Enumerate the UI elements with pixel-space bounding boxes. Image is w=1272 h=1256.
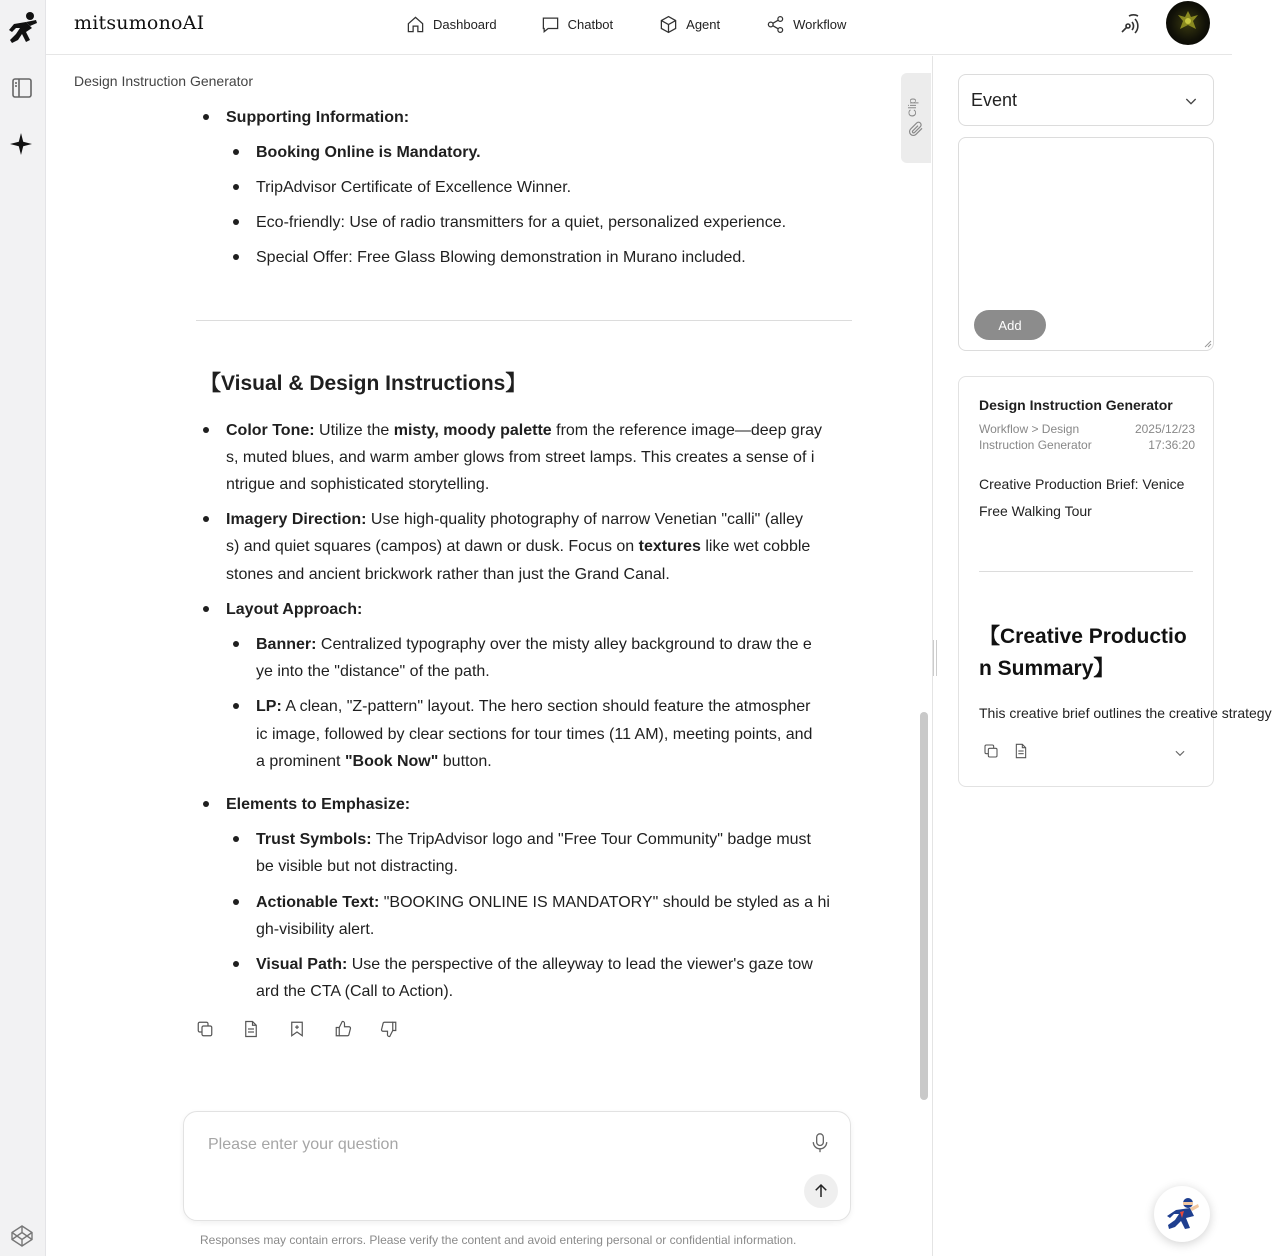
card-path: Workflow > Design Instruction Generator (979, 422, 1092, 452)
imagery-label: Imagery Direction: (226, 511, 367, 528)
bullet (233, 641, 239, 647)
color-tone-label: Color Tone: (226, 422, 315, 439)
list-item: Eco-friendly: Use of radio transmitters for a quiet, personalized experience. (256, 214, 787, 231)
text-span: button. (438, 753, 492, 770)
sparkle-icon[interactable] (9, 132, 33, 156)
broadcast-icon[interactable] (1118, 12, 1142, 36)
lp-line-2: ic image, followed by clear sections for tour times (11 AM), meeting points, and (256, 726, 813, 743)
chevron-down-icon (1183, 93, 1199, 109)
layout-heading-text: Layout Approach: (226, 601, 363, 618)
text-span: "BOOKING ONLINE IS MANDATORY" should be styled as a hi (379, 894, 830, 911)
bullet (233, 219, 239, 225)
actionable-label: Actionable Text: (256, 894, 380, 911)
thumbs-up-icon[interactable] (334, 1020, 352, 1038)
arrow-up-icon (812, 1182, 830, 1200)
text-span: A clean, "Z-pattern" layout. The hero section should feature the atmospher (281, 698, 811, 715)
actionable-line-1 (256, 889, 830, 916)
imagery-line-2 (226, 533, 810, 560)
cube-icon (659, 15, 678, 34)
text-span: s) and quiet squares (campos) at dawn or dusk. Focus on (226, 538, 639, 555)
text-bold: textures (638, 538, 701, 555)
thumbs-down-icon[interactable] (380, 1020, 398, 1038)
lp-line-1 (256, 693, 811, 720)
text-span: Use the perspective of the alleyway to lead the viewer's gaze tow (347, 956, 813, 973)
bookmark-add-icon[interactable] (288, 1020, 306, 1038)
card-divider (979, 571, 1193, 572)
nav-chatbot[interactable] (541, 13, 614, 35)
chat-icon (541, 15, 560, 34)
textarea-resize-icon[interactable] (1204, 340, 1212, 348)
runner-logo-icon[interactable] (6, 10, 40, 46)
text-bold: misty, moody palette (393, 422, 552, 439)
bullet (203, 114, 209, 120)
history-card[interactable] (958, 376, 1272, 787)
visual-path-label: Visual Path: (256, 956, 348, 973)
scrollbar[interactable] (920, 712, 928, 1100)
bullet (203, 516, 209, 522)
list-item-bold: Booking Online is Mandatory. (256, 144, 481, 161)
avatar[interactable] (1166, 1, 1210, 45)
bullet (233, 149, 239, 155)
imagery-line-1 (226, 506, 803, 533)
bullet (203, 427, 209, 433)
copy-icon[interactable] (983, 743, 999, 759)
color-tone-line-2: s, muted blues, and warm amber glows from street lamps. This creates a sense of i (226, 449, 815, 466)
lp-label: LP: (256, 698, 282, 715)
main-nav (406, 13, 846, 35)
send-button[interactable] (804, 1174, 838, 1208)
document-icon[interactable] (1013, 743, 1029, 759)
avatar-figure-icon (1166, 1, 1210, 45)
card-date: 2025/12/23 (1134, 422, 1195, 436)
brand-name[interactable]: mitsumonoAI (74, 12, 205, 34)
banner-label: Banner: (256, 636, 317, 653)
emphasize-heading-text: Elements to Emphasize: (226, 796, 411, 813)
visual-path-line-1 (256, 951, 813, 978)
visual-path-line-2: ard the CTA (Call to Action). (256, 983, 454, 1000)
banner-line-2: ye into the "distance" of the path. (256, 663, 490, 680)
paperclip-icon (908, 121, 924, 137)
color-tone-line-1 (226, 417, 822, 444)
card-summary-heading: 【Creative Production Summary】 (979, 625, 1187, 680)
nav-agent-label: Agent (686, 16, 721, 32)
nav-agent[interactable] (659, 13, 720, 35)
trust-line-1 (256, 826, 811, 853)
share-icon (766, 15, 785, 34)
add-button[interactable]: Add (974, 310, 1046, 340)
event-select[interactable] (958, 74, 1214, 126)
visual-design-heading: 【Visual & Design Instructions】 (200, 372, 527, 395)
copy-icon[interactable] (196, 1020, 214, 1038)
text-span: from the reference image—deep gray (551, 422, 823, 439)
lp-line-3 (256, 748, 492, 775)
nav-workflow-label: Workflow (793, 16, 847, 32)
event-select-value: Event (971, 90, 1018, 110)
bullet (233, 703, 239, 709)
bullet (203, 801, 209, 807)
nav-dashboard-label: Dashboard (433, 16, 497, 32)
breadcrumb: Design Instruction Generator (74, 73, 253, 89)
document-icon[interactable] (242, 1020, 260, 1038)
card-title: Design Instruction Generator (979, 397, 1173, 413)
microphone-icon[interactable] (810, 1132, 830, 1154)
bullet (233, 836, 239, 842)
card-excerpt: This creative brief outlines the creative strategy (979, 705, 1272, 721)
text-span: Utilize the (314, 422, 394, 439)
clip-label: Clip (907, 98, 919, 117)
clip-tab[interactable] (901, 73, 931, 163)
nav-workflow[interactable] (766, 13, 846, 35)
text-span: a prominent (256, 753, 345, 770)
trust-label: Trust Symbols: (256, 831, 372, 848)
disclaimer: Responses may contain errors. Please verify the content and avoid entering personal or confidential information. (200, 1233, 797, 1247)
assistant-fab[interactable] (1154, 1186, 1210, 1242)
bullet (233, 254, 239, 260)
banner-line-1 (256, 631, 812, 658)
trust-line-2: be visible but not distracting. (256, 858, 458, 875)
list-item (256, 139, 481, 166)
expand-chevron-icon[interactable] (1173, 746, 1187, 760)
home-icon (406, 15, 425, 34)
bullet (233, 961, 239, 967)
text-span: like wet cobble (700, 538, 811, 555)
question-input-box[interactable] (183, 1111, 851, 1221)
text-span: Use high-quality photography of narrow Venetian "calli" (alley (366, 511, 803, 528)
layout-heading (226, 596, 362, 623)
section-divider (196, 320, 852, 321)
color-tone-line-3: ntrigue and sophisticated storytelling. (226, 476, 490, 493)
card-brief: Creative Production Brief: Venice Free Walking Tour (979, 476, 1185, 519)
chat-main (46, 56, 932, 1256)
text-bold: "Book Now" (344, 753, 439, 770)
message-actions (196, 1020, 398, 1038)
codepen-icon[interactable] (10, 1224, 34, 1248)
card-actions (983, 743, 1029, 759)
text-span: The TripAdvisor logo and "Free Tour Community" badge must (371, 831, 811, 848)
question-input[interactable]: Please enter your question (208, 1136, 399, 1153)
list-item: Special Offer: Free Glass Blowing demonstration in Murano included. (256, 249, 746, 266)
card-time: 17:36:20 (1148, 438, 1195, 452)
left-rail (0, 0, 46, 1256)
text-span: Centralized typography over the misty alley background to draw the e (316, 636, 812, 653)
nav-dashboard[interactable] (406, 13, 497, 35)
bullet (233, 184, 239, 190)
actionable-line-2: gh-visibility alert. (256, 921, 375, 938)
panel-resize-handle[interactable] (933, 640, 937, 676)
nav-chatbot-label: Chatbot (567, 16, 614, 32)
imagery-line-3: stones and ancient brickwork rather than just the Grand Canal. (226, 566, 670, 583)
bullet (233, 899, 239, 905)
card-timestamp (1121, 421, 1195, 453)
ninja-mascot-icon (1162, 1194, 1202, 1234)
top-bar (46, 0, 1232, 55)
bullet (203, 606, 209, 612)
sidebar-toggle-icon[interactable] (10, 76, 34, 100)
emphasize-heading (226, 791, 410, 818)
supporting-heading (226, 104, 409, 131)
list-item: TripAdvisor Certificate of Excellence Winner. (256, 179, 572, 196)
supporting-heading-text: Supporting Information: (226, 109, 410, 126)
